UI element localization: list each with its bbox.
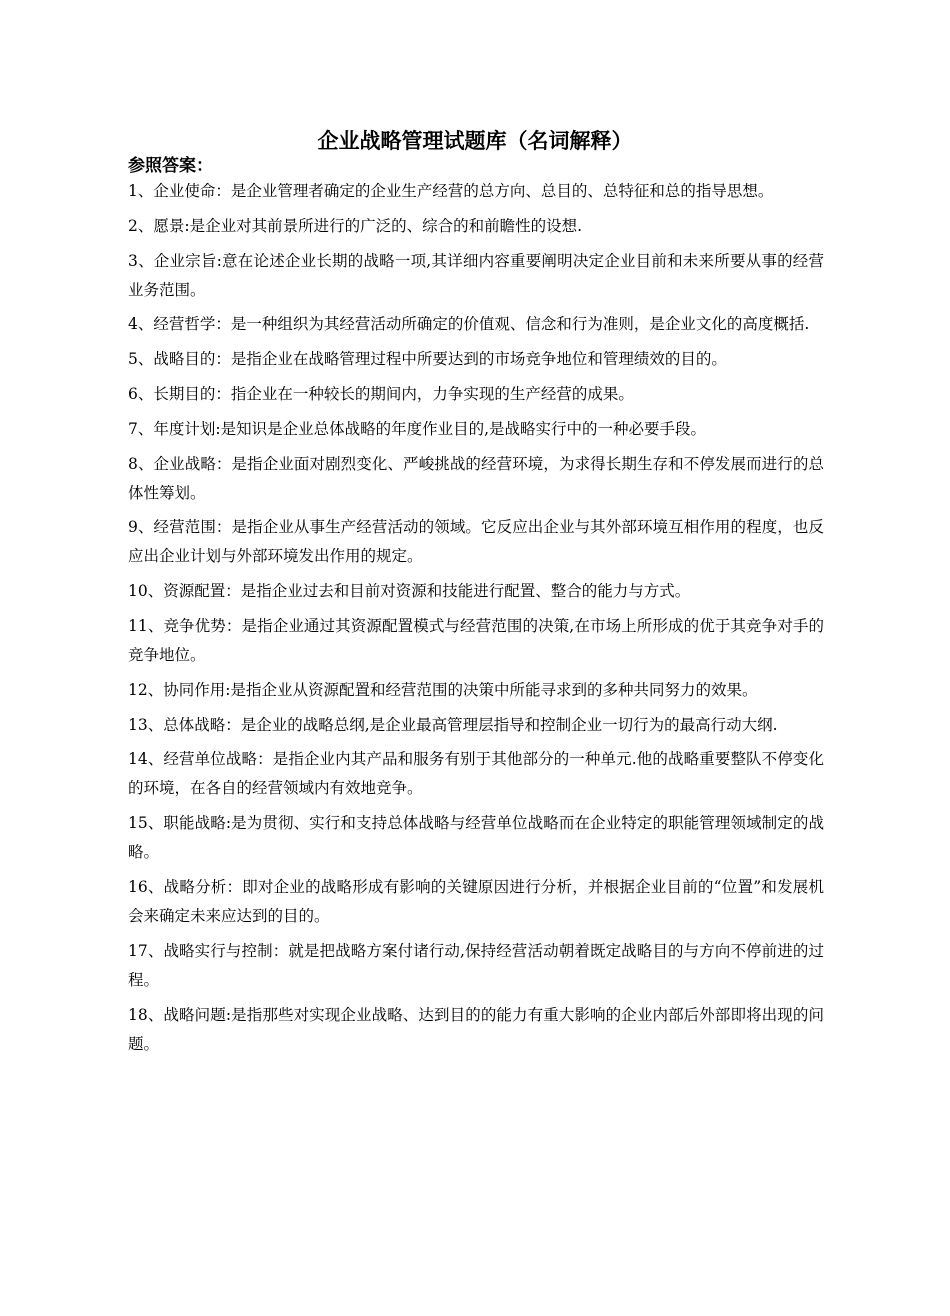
term-item: 7、年度计划:是知识是企业总体战略的年度作业目的,是战略实行中的一种必要手段。	[128, 419, 707, 438]
term-item: 12、协同作用:是指企业从资源配置和经营范围的决策中所能寻求到的多种共同努力的效果。	[128, 680, 758, 699]
term-list	[128, 177, 824, 1064]
term-item: 1、企业使命：是企业管理者确定的企业生产经营的总方向、总目的、总特征和总的指导思想。	[128, 182, 774, 200]
term-item: 18、战略问题:是指那些对实现企业战略、达到目的的能力有重大影响的企业内部后外部即将出现的问题。	[128, 1005, 824, 1053]
term-item: 13、总体战略：是企业的战略总纲,是企业最高管理层指导和控制企业一切行为的最高行动大纲.	[128, 715, 778, 734]
term-item: 2、愿景:是企业对其前景所进行的广泛的、综合的和前瞻性的设想.	[128, 216, 583, 235]
term-item: 11、竞争优势：是指企业通过其资源配置模式与经营范围的决策,在市场上所形成的优于其竞争对手的竞争地位。	[128, 616, 824, 664]
term-item: 9、经营范围：是指企业从事生产经营活动的领域。它反应出企业与其外部环境互相作用的程度，也反应出企业计划与外部环境发出作用的规定。	[128, 518, 824, 566]
term-item: 14、经营单位战略：是指企业内其产品和服务有别于其他部分的一种单元.他的战略重要整队不停变化的环境，在各自的经营领域内有效地竞争。	[128, 750, 824, 798]
term-item: 6、长期目的：指企业在一种较长的期间内，力争实现的生产经营的成果。	[128, 384, 634, 403]
document-title: 企业战略管理试题库（名词解释）	[317, 128, 633, 153]
term-item: 10、资源配置：是指企业过去和目前对资源和技能进行配置、整合的能力与方式。	[128, 582, 691, 601]
term-item: 17、战略实行与控制：就是把战略方案付诸行动,保持经营活动朝着既定战略目的与方向不停前进的过程。	[128, 941, 824, 989]
term-item: 16、战略分析：即对企业的战略形成有影响的关键原因进行分析，并根据企业目前的“位置”和发展机会来确定未来应达到的目的。	[128, 877, 824, 925]
term-item: 8、企业战略：是指企业面对剧烈变化、严峻挑战的经营环境，为求得长期生存和不停发展而进行的总体性筹划。	[128, 454, 824, 502]
answers-heading: 参照答案：	[128, 156, 213, 176]
term-item: 3、企业宗旨:意在论述企业长期的战略一项,其详细内容重要阐明决定企业目前和未来所要从事的经营业务范围。	[128, 251, 824, 299]
term-item: 5、战略目的：是指企业在战略管理过程中所要达到的市场竞争地位和管理绩效的目的。	[128, 350, 727, 369]
term-item: 4、经营哲学：是一种组织为其经营活动所确定的价值观、信念和行为准则，是企业文化的高度概括.	[128, 315, 810, 334]
term-item: 15、职能战略:是为贯彻、实行和支持总体战略与经营单位战略而在企业特定的职能管理领域制定的战略。	[128, 814, 824, 862]
